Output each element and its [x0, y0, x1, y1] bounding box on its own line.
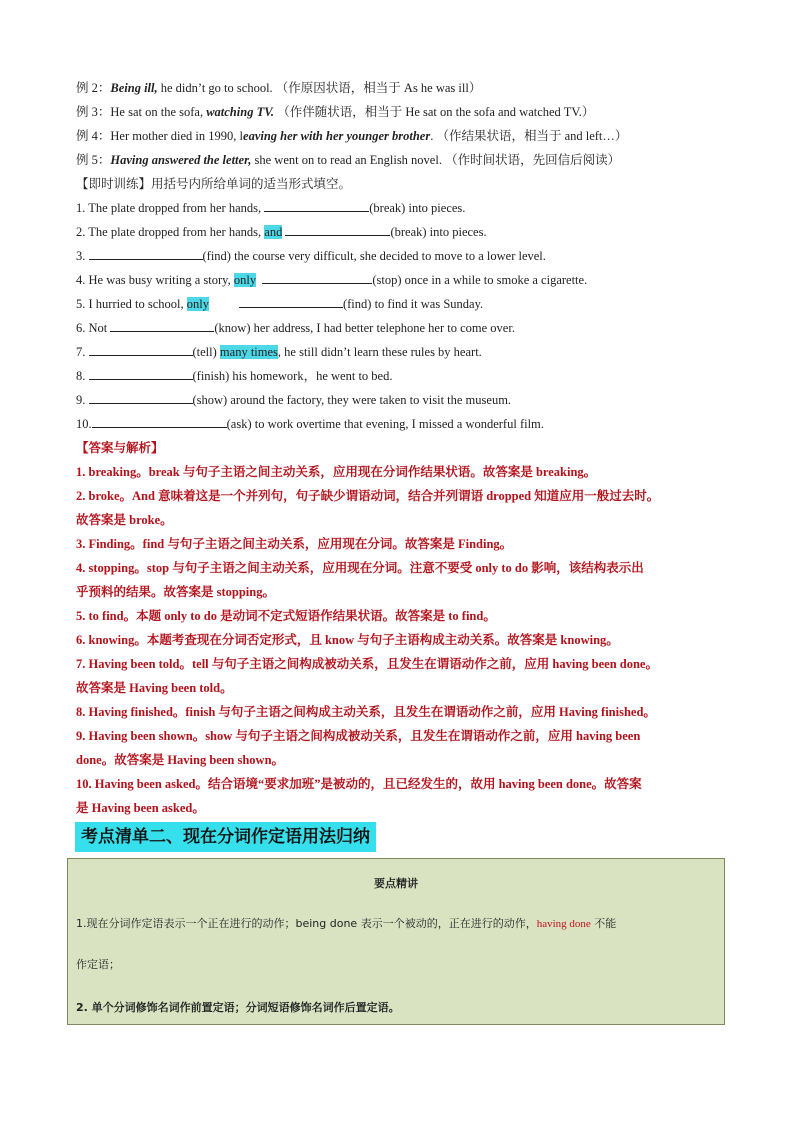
key-point-2: 2. 单个分词修饰名词作前置定语；分词短语修饰名词作后置定语。 [76, 1001, 400, 1014]
answer-blank[interactable] [89, 392, 193, 404]
example-3: 例 3：He sat on the sofa, watching TV. （作伴随状语，相当于 He sat on the sofa and watched TV.） [76, 105, 595, 119]
answer-line: 9. Having been shown。show 与句子主语之间构成被动关系，且发生在谓语动作之前，应用 having been [76, 729, 641, 743]
box-title: 要点精讲 [374, 877, 418, 890]
exercise-10: 10. (ask) to work overtime that evening, I missed a wonderful film. [76, 417, 544, 431]
answer-blank[interactable] [110, 320, 214, 332]
key-points-box [67, 858, 725, 1025]
answer-blank[interactable] [285, 224, 390, 236]
exercise-4: 4. He was busy writing a story, only (stop) once in a while to smoke a cigarette. [76, 273, 588, 287]
exercise-5: 5. I hurried to school, only (find) to find it was Sunday. [76, 297, 484, 311]
answer-line: 是 Having been asked。 [76, 801, 205, 815]
answer-title: 【答案与解析】 [76, 441, 164, 455]
example-5: 例 5：Having answered the letter, she went on to read an English novel. （作时间状语，先回信后阅读） [76, 153, 621, 167]
section-title: 考点清单二、现在分词作定语用法归纳 [75, 822, 376, 852]
answer-blank[interactable] [92, 416, 227, 428]
key-point-1: 1.现在分词作定语表示一个正在进行的动作；being done 表示一个被动的，正在进行的动作，having done 不能 [76, 917, 617, 930]
answer-blank[interactable] [239, 296, 343, 308]
exercise-3: 3. (find) the course very difficult, she decided to move to a lower level. [76, 249, 546, 263]
key-point-1-cont: 作定语； [76, 958, 120, 971]
answer-blank[interactable] [89, 344, 193, 356]
example-2: 例 2：Being ill, he didn’t go to school. （作原因状语，相当于 As he was ill） [76, 81, 482, 95]
exercise-1: 1. The plate dropped from her hands, (break) into pieces. [76, 201, 466, 215]
answer-line: 6. knowing。本题考查现在分词否定形式，且 know 与句子主语构成主动关系。故答案是 knowing。 [76, 633, 619, 647]
exercise-7: 7. (tell) many times, he still didn’t learn these rules by heart. [76, 345, 482, 359]
answer-line: 2. broke。And 意味着这是一个并列句，句子缺少谓语动词，结合并列谓语 dropped 知道应用一般过去时。 [76, 489, 660, 503]
exercise-6: 6. Not (know) her address, I had better telephone her to come over. [76, 321, 515, 335]
answer-line: 8. Having finished。finish 与句子主语之间构成主动关系，且发生在谓语动作之前，应用 Having finished。 [76, 705, 656, 719]
example-4: 例 4：Her mother died in 1990, leaving her with her younger brother. （作结果状语，相当于 and left…） [76, 129, 628, 143]
answer-blank[interactable] [89, 368, 193, 380]
answer-line: 5. to find。本题 only to do 是动词不定式短语作结果状语。故答案是 to find。 [76, 609, 496, 623]
answer-blank[interactable] [262, 272, 372, 284]
answer-line: 7. Having been told。tell 与句子主语之间构成被动关系，且发生在谓语动作之前，应用 having been done。 [76, 657, 658, 671]
answer-line: 4. stopping。stop 与句子主语之间主动关系，应用现在分词。注意不要受 only to do 影响，该结构表示出 [76, 561, 644, 575]
exercise-2: 2. The plate dropped from her hands, and (break) into pieces. [76, 225, 487, 239]
answer-line: done。故答案是 Having been shown。 [76, 753, 285, 767]
answer-line: 10. Having been asked。结合语境“要求加班”是被动的，且已经发生的，故用 having been done。故答案 [76, 777, 642, 791]
practice-title: 【即时训练】用括号内所给单词的适当形式填空。 [76, 177, 352, 191]
answer-line: 1. breaking。break 与句子主语之间主动关系，应用现在分词作结果状语。故答案是 breaking。 [76, 465, 597, 479]
exercise-8: 8. (finish) his homework，he went to bed. [76, 369, 393, 383]
exercise-9: 9. (show) around the factory, they were taken to visit the museum. [76, 393, 512, 407]
answer-line: 乎预料的结果。故答案是 stopping。 [76, 585, 275, 599]
answer-line: 3. Finding。find 与句子主语之间主动关系，应用现在分词。故答案是 Finding。 [76, 537, 513, 551]
answer-line: 故答案是 broke。 [76, 513, 173, 527]
answer-line: 故答案是 Having been told。 [76, 681, 233, 695]
answer-blank[interactable] [89, 248, 203, 260]
answer-blank[interactable] [264, 200, 369, 212]
